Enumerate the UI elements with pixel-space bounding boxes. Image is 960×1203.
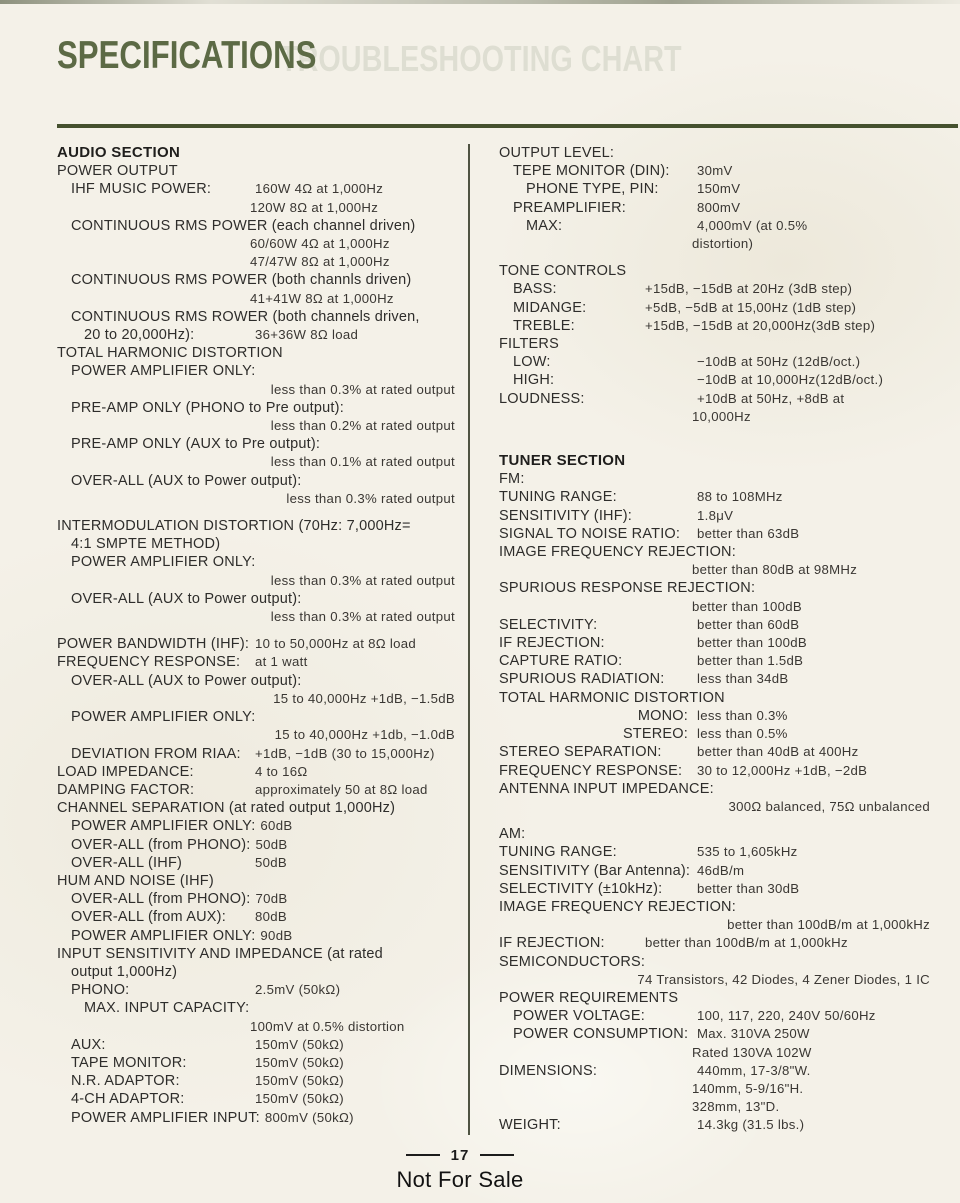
spec-row (499, 390, 930, 408)
spec-label: FREQUENCY RESPONSE: (499, 762, 683, 779)
spec-row (57, 999, 455, 1017)
header-rule (57, 124, 958, 128)
spec-value: 36+36W 8Ω load (255, 327, 359, 343)
spec-row (57, 235, 455, 253)
spec-value: +15dB, −15dB at 20,000Hz(3dB step) (645, 317, 876, 333)
spec-label: SIGNAL TO NOISE RATIO: (499, 525, 681, 542)
spec-row (499, 689, 930, 707)
spec-value: 88 to 108MHz (697, 489, 783, 505)
spec-row (57, 653, 455, 671)
spec-label: OUTPUT LEVEL: (499, 145, 615, 161)
spec-label: TREBLE: (513, 317, 575, 334)
spec-value: 4 to 16Ω (255, 763, 308, 779)
spec-row (499, 1080, 930, 1098)
spec-row (499, 743, 930, 761)
spec-value: 30 to 12,000Hz +1dB, −2dB (697, 762, 868, 778)
spec-row (499, 916, 930, 934)
spec-value: less than 0.3% rated output (286, 490, 455, 506)
spec-value: Rated 130VA 102W (692, 1044, 812, 1060)
spec-label: SPURIOUS RESPONSE REJECTION: (499, 580, 756, 597)
spec-label: POWER AMPLIFIER ONLY: (71, 818, 256, 835)
spec-row (499, 371, 930, 389)
spec-label: POWER BANDWIDTH (IHF): (57, 636, 250, 653)
spec-row (57, 1054, 455, 1072)
spec-row (57, 326, 455, 344)
spec-row (57, 417, 455, 435)
spec-value: 535 to 1,605kHz (697, 844, 798, 860)
page-number-dash-left (406, 1154, 440, 1156)
spec-row (57, 1072, 455, 1090)
spec-label: ANTENNA INPUT IMPEDANCE: (499, 780, 714, 797)
spec-row (57, 435, 455, 453)
spec-value: 800mV (50kΩ) (264, 1109, 354, 1125)
spec-value: 46dB/m (697, 862, 745, 878)
spec-row (499, 798, 930, 816)
spec-value: 150mV (50kΩ) (255, 1036, 344, 1052)
spec-row (57, 362, 455, 380)
spec-row (499, 561, 930, 579)
section-title: TUNER SECTION (499, 452, 626, 470)
spec-row (57, 763, 455, 781)
spec-label: N.R. ADAPTOR: (71, 1073, 180, 1090)
spec-label: PRE-AMP ONLY (PHONO to Pre output): (71, 399, 344, 416)
spec-label: INPUT SENSITIVITY AND IMPEDANCE (at rated (57, 945, 383, 962)
spec-row (57, 908, 455, 926)
spec-row (499, 843, 930, 861)
spec-row (499, 616, 930, 634)
spec-label: TOTAL HARMONIC DISTORTION (499, 689, 725, 706)
spec-value: 14.3kg (31.5 lbs.) (697, 1117, 805, 1133)
spec-row (499, 953, 930, 971)
spec-row (57, 945, 455, 963)
spec-value: 60dB (260, 818, 293, 834)
spec-label: IF REJECTION: (499, 935, 605, 952)
spec-value: less than 0.3% at rated output (270, 609, 455, 625)
page-number-row (406, 1147, 515, 1164)
spec-row (57, 726, 455, 744)
spec-value: 160W 4Ω at 1,000Hz (255, 181, 384, 197)
spec-value: 30mV (697, 163, 733, 179)
spec-label: TUNING RANGE: (499, 844, 617, 861)
spec-value: better than 80dB at 98MHz (692, 562, 858, 578)
spec-value: 1.8μV (697, 507, 734, 523)
spec-label: SPURIOUS RADIATION: (499, 671, 665, 688)
spec-label: POWER AMPLIFIER ONLY: (71, 363, 256, 380)
spec-value: +1dB, −1dB (30 to 15,000Hz) (255, 745, 435, 761)
spec-label: IF REJECTION: (499, 635, 605, 652)
spec-row (57, 890, 455, 908)
spec-row (499, 634, 930, 652)
spec-label: POWER AMPLIFIER ONLY: (71, 927, 256, 944)
spec-row (57, 672, 455, 690)
spec-value: approximately 50 at 8Ω load (255, 781, 428, 797)
spec-label: LOW: (513, 354, 551, 371)
spec-label: PRE-AMP ONLY (AUX to Pre output): (71, 436, 321, 453)
spec-label: FREQUENCY RESPONSE: (57, 654, 241, 671)
spec-row (499, 543, 930, 561)
spec-value: less than 0.5% (697, 726, 788, 742)
spec-row (57, 344, 455, 362)
spec-row (57, 1018, 455, 1036)
ghost-title-bleedthrough: TROUBLESHOOTING CHART (280, 38, 682, 79)
spec-label: OVER-ALL (IHF) (71, 854, 183, 871)
spec-label: INTERMODULATION DISTORTION (70Hz: 7,000Hz= (57, 518, 411, 535)
spec-row (499, 408, 930, 426)
spec-label: TEPE MONITOR (DIN): (513, 163, 670, 180)
spec-value: 150mV (50kΩ) (255, 1091, 344, 1107)
spec-value: Max. 310VA 250W (697, 1026, 810, 1042)
spec-row (499, 1044, 930, 1062)
spec-row (57, 535, 455, 553)
spec-row (499, 280, 930, 298)
spec-label: POWER AMPLIFIER INPUT: (71, 1109, 260, 1126)
spec-value: better than 1.5dB (697, 653, 804, 669)
spec-value: 100mV at 0.5% distortion (250, 1018, 405, 1034)
spec-value: +10dB at 50Hz, +8dB at (697, 390, 845, 406)
spec-label: HUM AND NOISE (IHF) (57, 872, 214, 889)
spec-value: better than 100dB (692, 598, 802, 614)
spec-value: less than 0.2% at rated output (270, 418, 455, 434)
spec-value: less than 0.3% (697, 707, 788, 723)
spec-label: AM: (499, 826, 526, 843)
spec-value: better than 100dB/m at 1,000kHz (645, 935, 848, 951)
spec-row (499, 880, 930, 898)
spec-row (499, 598, 930, 616)
spec-label: AUX: (71, 1036, 106, 1053)
spec-value: 328mm, 13"D. (692, 1099, 780, 1115)
spec-row (57, 1036, 455, 1054)
spec-value: less than 34dB (697, 671, 789, 687)
not-for-sale-watermark: Not For Sale (396, 1166, 524, 1192)
spec-label: STEREO: (622, 726, 688, 743)
spec-row (499, 525, 930, 543)
spec-value: 70dB (255, 891, 288, 907)
spec-row (57, 553, 455, 571)
spec-value: at 1 watt (255, 654, 308, 670)
spec-row (499, 1098, 930, 1116)
spec-label: FM: (499, 471, 525, 488)
spec-row (57, 490, 455, 508)
spec-row (499, 180, 930, 198)
spec-row (57, 199, 455, 217)
page-title: SPECIFICATIONS (57, 34, 317, 77)
spec-row (57, 180, 455, 198)
spec-label: HIGH: (513, 372, 555, 389)
spec-value: 2.5mV (50kΩ) (255, 982, 341, 998)
spec-label: POWER OUTPUT (57, 163, 178, 180)
spec-value: 50dB (255, 836, 288, 852)
spec-value: 120W 8Ω at 1,000Hz (250, 199, 379, 215)
spec-row (499, 217, 930, 235)
spec-label: TUNING RANGE: (499, 489, 617, 506)
spec-row (57, 690, 455, 708)
spec-value: better than 100dB (697, 635, 807, 651)
spec-row (499, 299, 930, 317)
spec-row (499, 670, 930, 688)
spec-value: 15 to 40,000Hz +1db, −1.0dB (274, 727, 455, 743)
spec-row (57, 217, 455, 235)
spec-row (499, 1025, 930, 1043)
spec-row (499, 488, 930, 506)
spec-label: CONTINUOUS RMS POWER (each channel driven) (71, 217, 416, 234)
spec-label: LOUDNESS: (499, 390, 585, 407)
spec-row (57, 308, 455, 326)
spec-label: 4-CH ADAPTOR: (71, 1091, 185, 1108)
spec-value: better than 40dB at 400Hz (697, 744, 859, 760)
spec-row (499, 335, 930, 353)
spec-label: MAX. INPUT CAPACITY: (84, 1000, 250, 1017)
spec-row (499, 989, 930, 1007)
spec-row (499, 825, 930, 843)
spec-label: POWER AMPLIFIER ONLY: (71, 554, 256, 571)
spec-label: PHONO: (71, 982, 130, 999)
spec-value: 800mV (697, 199, 741, 215)
spec-row (499, 971, 930, 989)
spec-value: +15dB, −15dB at 20Hz (3dB step) (645, 281, 853, 297)
spec-value: less than 0.3% at rated output (270, 381, 455, 397)
spec-label: 20 to 20,000Hz): (84, 327, 195, 344)
spec-row (57, 271, 455, 289)
spec-row (57, 1109, 455, 1127)
spec-row (499, 353, 930, 371)
spec-row (57, 381, 455, 399)
spec-row (57, 590, 455, 608)
spec-label: SELECTIVITY: (499, 616, 598, 633)
spec-columns (0, 144, 960, 1135)
section-title: AUDIO SECTION (57, 144, 181, 161)
section-heading-row (57, 144, 455, 162)
spec-label: POWER REQUIREMENTS (499, 989, 679, 1006)
spec-row (57, 817, 455, 835)
page-footer (0, 1147, 940, 1193)
spec-label: IMAGE FREQUENCY REJECTION: (499, 544, 736, 561)
spec-value: 60/60W 4Ω at 1,000Hz (250, 236, 390, 252)
spec-row (57, 872, 455, 890)
spec-label: SEMICONDUCTORS: (499, 953, 646, 970)
spec-row (57, 708, 455, 726)
spec-row (57, 799, 455, 817)
spec-row (57, 399, 455, 417)
spec-row (57, 635, 455, 653)
spec-label: DAMPING FACTOR: (57, 781, 195, 798)
spec-row (57, 253, 455, 271)
spec-value: better than 63dB (697, 525, 800, 541)
spec-label: IHF MUSIC POWER: (71, 181, 212, 198)
spec-row (499, 1062, 930, 1080)
spec-row (57, 1090, 455, 1108)
spec-row (499, 652, 930, 670)
spec-label: MIDANGE: (513, 299, 587, 316)
spec-value: distortion) (692, 236, 754, 252)
page-number: 17 (450, 1146, 470, 1164)
spec-value: better than 60dB (697, 616, 800, 632)
spec-label: FILTERS (499, 336, 559, 353)
spec-label: CAPTURE RATIO: (499, 653, 623, 670)
spec-label: MONO: (637, 707, 688, 724)
spec-row (499, 707, 930, 725)
spec-row (499, 898, 930, 916)
spec-label: POWER AMPLIFIER ONLY: (71, 709, 256, 726)
spec-value: less than 0.3% at rated output (270, 572, 455, 588)
spec-row (499, 780, 930, 798)
spec-value: −10dB at 50Hz (12dB/oct.) (697, 354, 861, 370)
spec-label: PREAMPLIFIER: (513, 199, 626, 216)
spec-value: 50dB (255, 854, 287, 870)
spec-label: OVER-ALL (from PHONO): (71, 836, 251, 853)
spec-row (57, 162, 455, 180)
spec-row (499, 262, 930, 280)
spec-value: 10,000Hz (692, 408, 751, 424)
spec-row (499, 1007, 930, 1025)
spec-label: IMAGE FREQUENCY REJECTION: (499, 898, 736, 915)
spec-value: 150mV (697, 181, 741, 197)
spec-label: OVER-ALL (AUX to Power output): (71, 472, 302, 489)
spec-row (57, 927, 455, 945)
spec-value: better than 30dB (697, 880, 800, 896)
spec-row (499, 1116, 930, 1134)
spec-row (57, 781, 455, 799)
spec-row (57, 608, 455, 626)
spec-label: OVER-ALL (from PHONO): (71, 891, 251, 908)
spec-label: POWER VOLTAGE: (513, 1008, 645, 1025)
spec-row (499, 507, 930, 525)
page-number-dash-right (480, 1154, 514, 1156)
spec-label: 4:1 SMPTE METHOD) (71, 536, 221, 553)
spec-value: 300Ω balanced, 75Ω unbalanced (728, 798, 930, 814)
spec-column-left (57, 144, 455, 1135)
spec-value: 74 Transistors, 42 Diodes, 4 Zener Diodes, 1 IC (637, 971, 930, 987)
section-heading-row (499, 452, 930, 470)
spec-label: LOAD IMPEDANCE: (57, 763, 194, 780)
spec-row (499, 317, 930, 335)
spec-label: TAPE MONITOR: (71, 1054, 187, 1071)
spec-label: DIMENSIONS: (499, 1062, 598, 1079)
spec-label: PHONE TYPE, PIN: (526, 181, 659, 198)
spec-label: STEREO SEPARATION: (499, 744, 662, 761)
spec-row (57, 572, 455, 590)
spec-label: TONE CONTROLS (499, 263, 627, 280)
spec-row (499, 199, 930, 217)
spec-value: 100, 117, 220, 240V 50/60Hz (697, 1008, 876, 1024)
spec-row (57, 981, 455, 999)
spec-label: OVER-ALL (from AUX): (71, 909, 226, 926)
spec-value: 150mV (50kΩ) (255, 1054, 344, 1070)
spec-label: BASS: (513, 281, 557, 298)
page-header (0, 0, 960, 78)
spec-value: 47/47W 8Ω at 1,000Hz (250, 254, 390, 270)
spec-value: better than 100dB/m at 1,000kHz (727, 917, 930, 933)
spec-label: SENSITIVITY (IHF): (499, 507, 633, 524)
spec-label: TOTAL HARMONIC DISTORTION (57, 345, 283, 362)
spec-row (499, 762, 930, 780)
spec-label: CHANNEL SEPARATION (at rated output 1,000Hz) (57, 800, 396, 817)
spec-row (57, 453, 455, 471)
spec-label: MAX: (526, 217, 563, 234)
spec-row (499, 144, 930, 162)
spec-value: 440mm, 17-3/8"W. (697, 1062, 811, 1078)
spec-row (499, 162, 930, 180)
spec-row (499, 862, 930, 880)
spec-label: OVER-ALL (AUX to Power output): (71, 590, 302, 607)
spec-label: CONTINUOUS RMS POWER (both channls driven) (71, 272, 412, 289)
spec-row (57, 963, 455, 981)
spec-value: 90dB (260, 927, 293, 943)
spec-value: 41+41W 8Ω at 1,000Hz (250, 290, 394, 306)
spec-label: WEIGHT: (499, 1117, 561, 1134)
spec-label: POWER CONSUMPTION: (513, 1026, 689, 1043)
spec-label: DEVIATION FROM RIAA: (71, 745, 241, 762)
spec-value: 15 to 40,000Hz +1dB, −1.5dB (273, 690, 455, 706)
spec-column-right (499, 144, 930, 1135)
spec-value: +5dB, −5dB at 15,00Hz (1dB step) (645, 299, 857, 315)
spec-value: 150mV (50kΩ) (255, 1073, 344, 1089)
spec-value: 80dB (255, 909, 287, 925)
spec-row (57, 745, 455, 763)
spec-value: 4,000mV (at 0.5% (697, 217, 808, 233)
spec-label: output 1,000Hz) (71, 963, 178, 980)
spec-row (499, 235, 930, 253)
spec-label: SENSITIVITY (Bar Antenna): (499, 862, 691, 879)
spec-value: −10dB at 10,000Hz(12dB/oct.) (697, 372, 884, 388)
spec-row (57, 472, 455, 490)
spec-value: 10 to 50,000Hz at 8Ω load (255, 636, 417, 652)
spec-row (499, 579, 930, 597)
spec-row (57, 854, 455, 872)
spec-row (57, 290, 455, 308)
spec-row (57, 517, 455, 535)
spec-value: less than 0.1% at rated output (270, 454, 455, 470)
spec-label: OVER-ALL (AUX to Power output): (71, 672, 302, 689)
spec-row (499, 725, 930, 743)
spec-value: 140mm, 5-9/16"H. (692, 1080, 804, 1096)
spec-row (499, 934, 930, 952)
spec-row (57, 836, 455, 854)
spec-row (499, 470, 930, 488)
spec-label: SELECTIVITY (±10kHz): (499, 880, 663, 897)
column-divider (468, 144, 470, 1135)
spec-label: CONTINUOUS RMS ROWER (both channels driven, (71, 308, 420, 325)
